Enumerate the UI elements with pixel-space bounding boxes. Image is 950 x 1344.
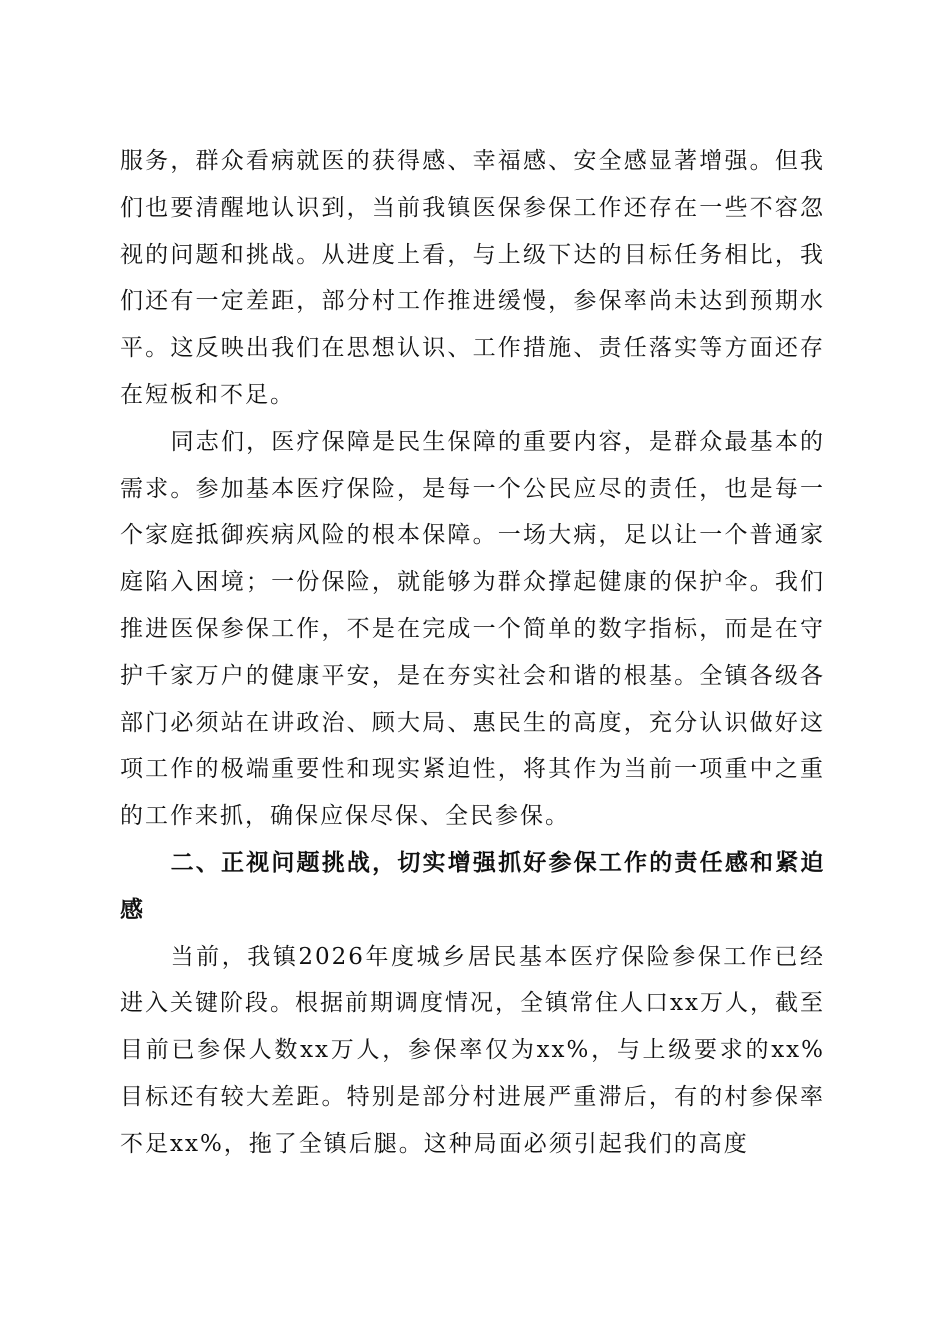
document-body bbox=[120, 138, 825, 1168]
paragraph-importance: 同志们，医疗保障是民生保障的重要内容，是群众最基本的需求。参加基本医疗保险，是每一个公民应尽的责任，也是每一个家庭抵御疾病风险的根本保障。一场大病，足以让一个普通家庭陷入困境；一份保险，就能够为群众撑起健康的保护伞。我们推进医保参保工作，不是在完成一个简单的数字指标，而是在守护千家万户的健康平安，是在夯实社会和谐的根基。全镇各级各部门必须站在讲政治、顾大局、惠民生的高度，充分认识做好这项工作的极端重要性和现实紧迫性，将其作为当前一项重中之重的工作来抓，确保应保尽保、全民参保。 bbox=[120, 428, 825, 830]
section-heading-two: 二、正视问题挑战，切实增强抓好参保工作的责任感和紧迫感 bbox=[120, 849, 825, 923]
paragraph-current-status: 当前，我镇2026年度城乡居民基本医疗保险参保工作已经进入关键阶段。根据前期调度情况，全镇常住人口xx万人，截至目前已参保人数xx万人，参保率仅为xx%，与上级要求的xx%目标还有较大差距。特别是部分村进展严重滞后，有的村参保率不足xx%，拖了全镇后腿。这种局面必须引起我们的高度 bbox=[120, 943, 825, 1157]
paragraph-continued: 服务，群众看病就医的获得感、幸福感、安全感显著增强。但我们也要清醒地认识到，当前我镇医保参保工作还存在一些不容忽视的问题和挑战。从进度上看，与上级下达的目标任务相比，我们还有一定差距，部分村工作推进缓慢，参保率尚未达到预期水平。这反映出我们在思想认识、工作措施、责任落实等方面还存在短板和不足。 bbox=[120, 148, 825, 408]
